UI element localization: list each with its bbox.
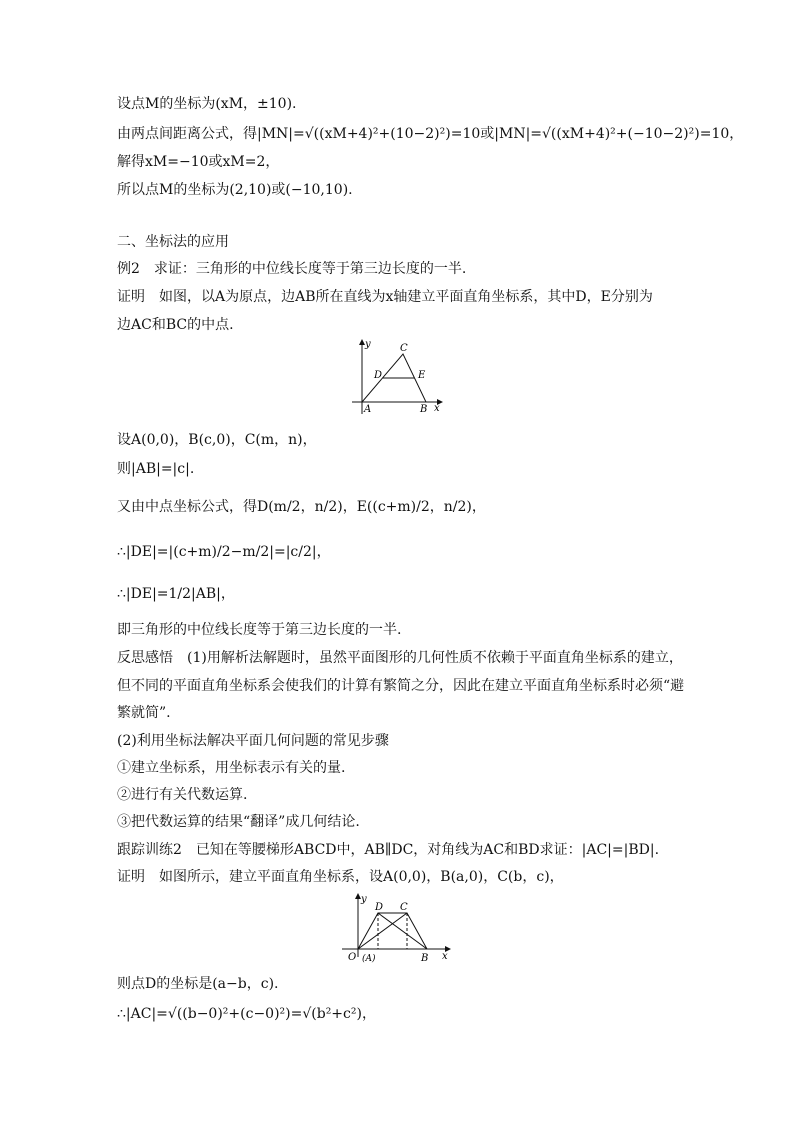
proof-line-7: ∴|DE|=1/2|AB|， [117,586,235,602]
label-x-2: x [442,951,448,962]
exercise-proof-line-2: 则点D的坐标是(a−b，c). [117,976,279,992]
exercise-proof-line-1: 证明 如图所示，建立平面直角坐标系，设A(0,0)，B(a,0)，C(b，c)， [117,869,564,885]
exercise-proof-line-3: ∴|AC|=√((b−0)²+(c−0)²)=√(b²+c²)， [117,1006,376,1022]
text-line-4: 所以点M的坐标为(2,10)或(−10,10). [117,182,353,198]
step-2: ②进行有关代数运算. [117,787,248,803]
figure-triangle [348,338,444,420]
label-a-2: (A) [362,954,376,964]
text-line-3: 解得xM=−10或xM=2， [117,154,280,170]
reflection-line-1: 反思感悟 (1)用解析法解题时，虽然平面图形的几何性质不依赖于平面直角坐标系的建立， [117,650,683,666]
label-b: B [420,404,428,415]
label-o: O [348,952,357,963]
label-y: y [365,339,371,350]
conclusion: 即三角形的中位线长度等于第三边长度的一半. [117,622,402,638]
text-line-2: 由两点间距离公式，得|MN|=√((xM+4)²+(10−2)²)=10或|MN|=√((xM+4)²+(−10−2)²)=10， [117,126,744,142]
reflection-line-3: 繁就简”. [117,705,171,721]
label-b-2: B [421,953,429,964]
text-line-1: 设点M的坐标为(xM，±10). [117,96,297,112]
figure-trapezoid [340,892,454,968]
label-x: x [434,403,440,414]
label-d-2: D [375,902,384,913]
section-heading: 二、坐标法的应用 [117,234,229,250]
proof-line-3: 设A(0,0)，B(c,0)，C(m，n)， [117,432,317,448]
label-y-2: y [361,894,367,905]
label-a: A [364,404,372,415]
proof-line-4: 则|AB|=|c|. [117,461,195,477]
proof-line-5: 又由中点坐标公式，得D(m/2，n/2)，E((c+m)/2，n/2)， [117,499,486,515]
proof-line-2: 边AC和BC的中点. [117,317,234,333]
trapezoid-abcd [358,913,427,949]
proof-line-6: ∴|DE|=|(c+m)/2−m/2|=|c/2|， [117,544,331,560]
proof-line-1: 证明 如图，以A为原点，边AB所在直线为x轴建立平面直角坐标系，其中D，E分别为 [117,289,653,305]
exercise-2: 跟踪训练2 已知在等腰梯形ABCD中，AB∥DC，对角线为AC和BD求证：|AC|=|BD|. [117,842,660,858]
reflection-line-2: 但不同的平面直角坐标系会使我们的计算有繁简之分，因此在建立平面直角坐标系时必须“避 [117,678,685,694]
steps-heading: (2)利用坐标法解决平面几何问题的常见步骤 [117,733,389,749]
step-1: ①建立坐标系，用坐标表示有关的量. [117,760,346,776]
label-d: D [374,370,383,381]
label-e: E [418,370,426,381]
step-3: ③把代数运算的结果“翻译”成几何结论. [117,814,360,830]
diagonal-ac [358,913,407,949]
example-2: 例2 求证：三角形的中位线长度等于第三边长度的一半. [117,261,467,277]
label-c-2: C [400,902,408,913]
diagonal-bd [378,913,427,949]
label-c: C [400,343,408,354]
